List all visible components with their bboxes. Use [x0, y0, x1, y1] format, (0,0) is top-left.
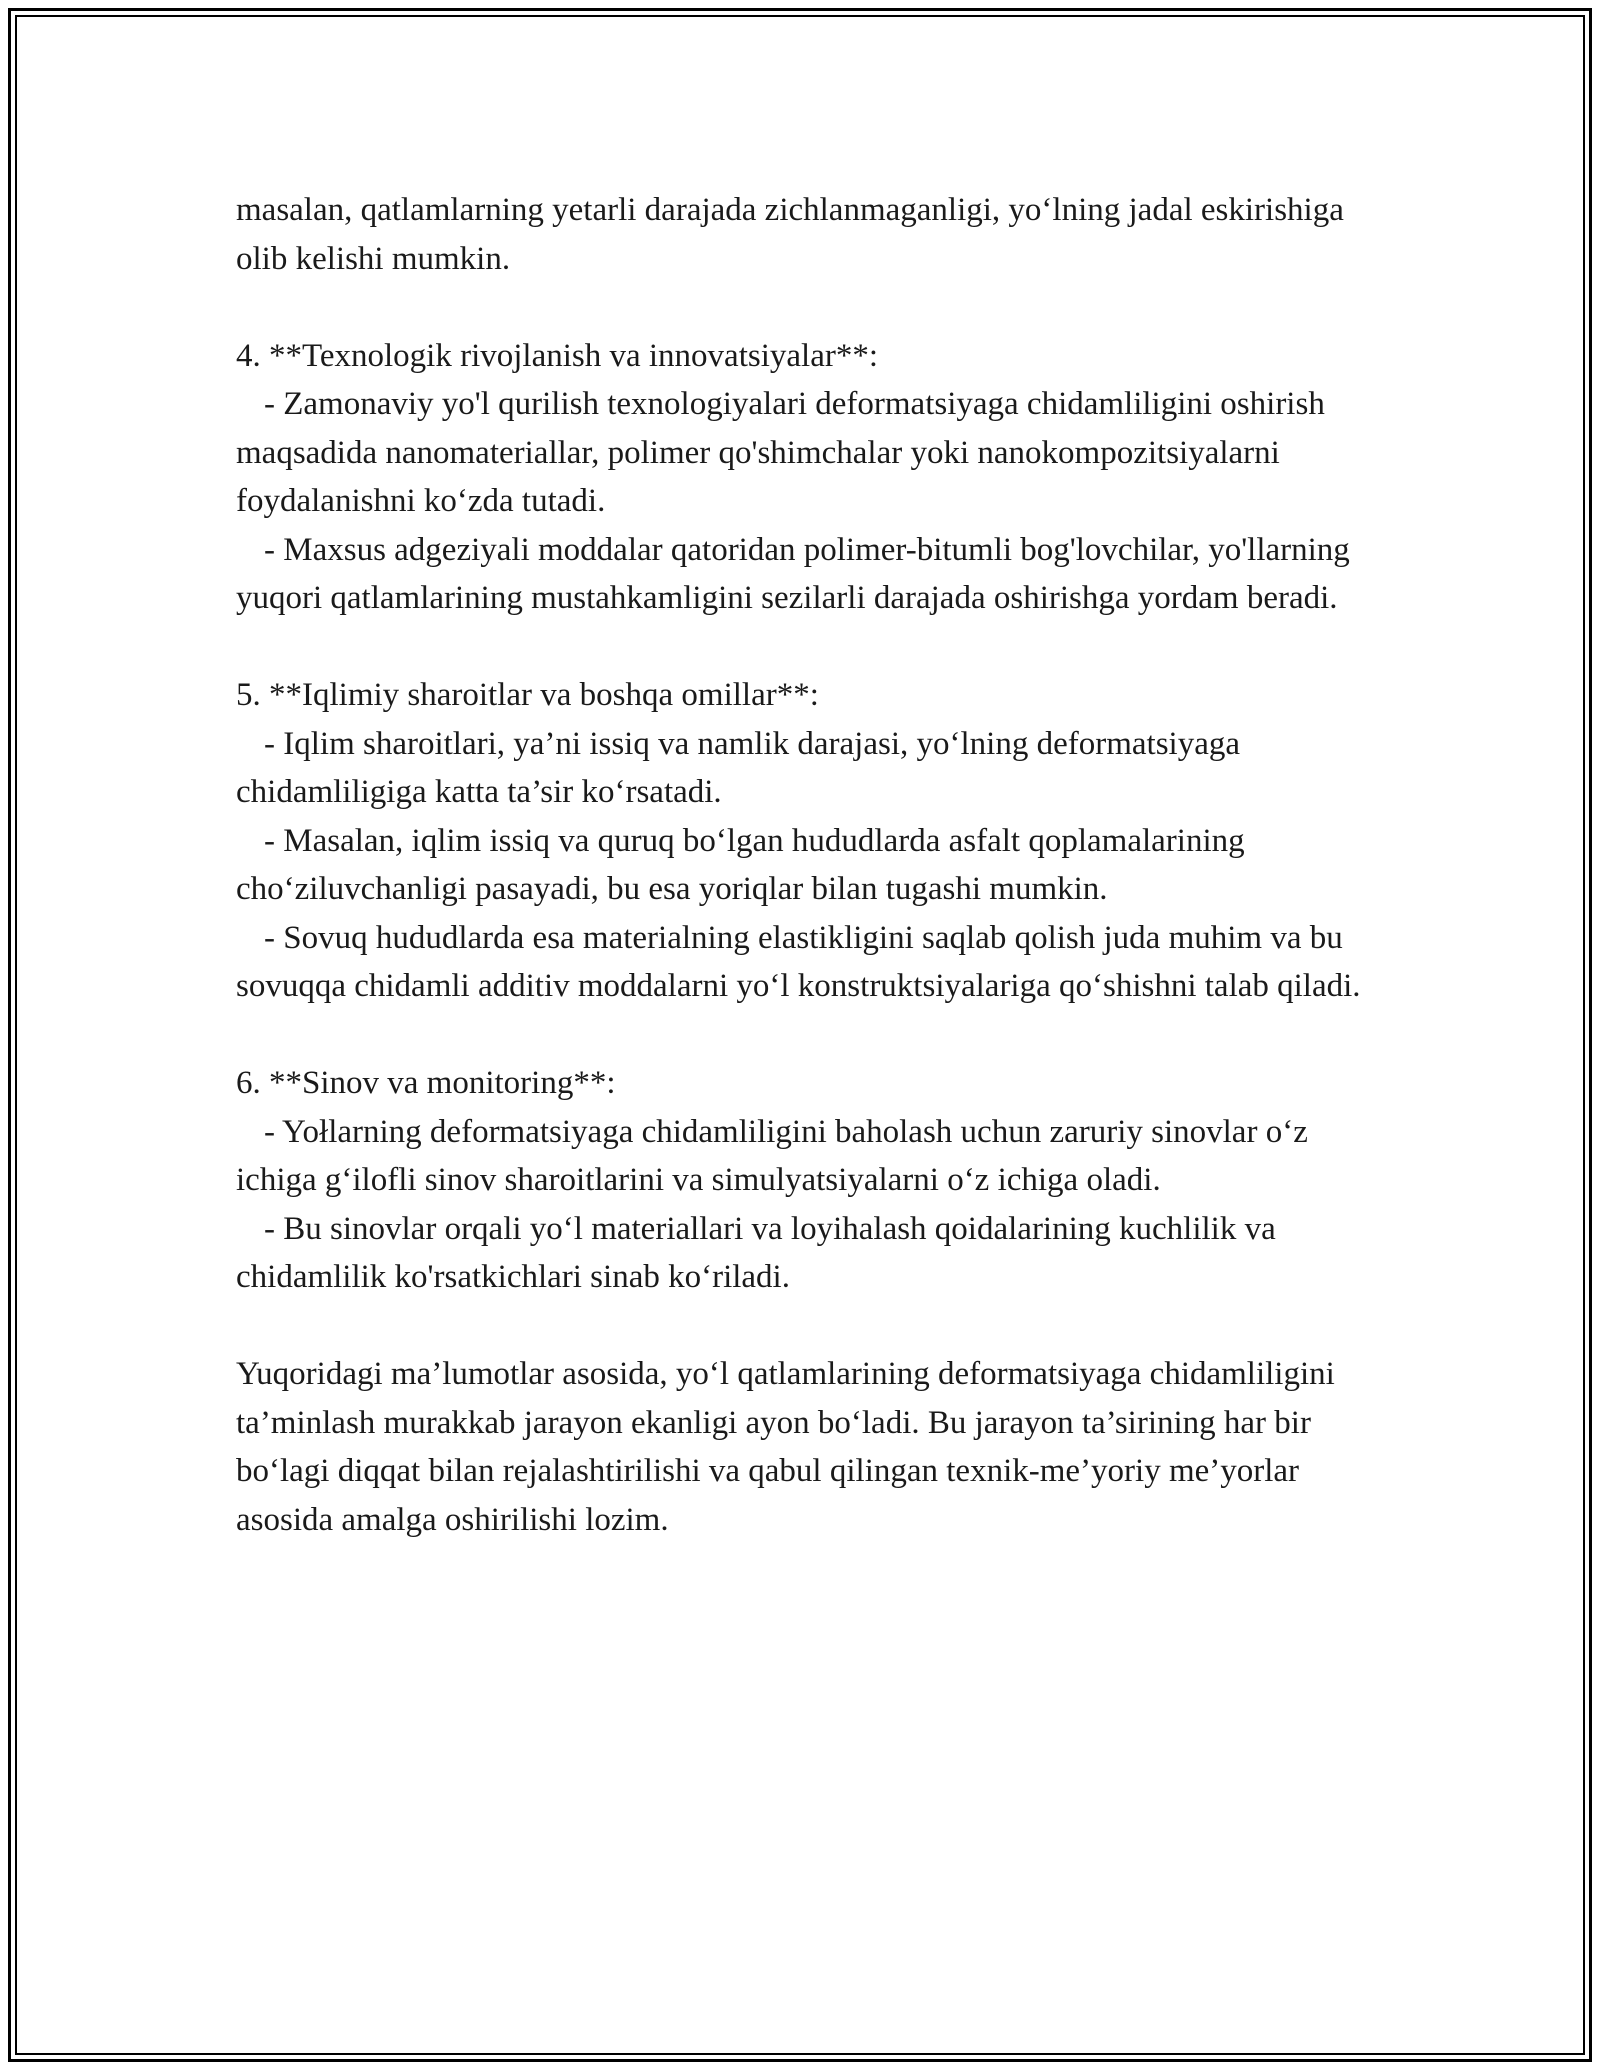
section-6 — [236, 1059, 1366, 1302]
paragraph-gap — [236, 283, 1366, 332]
bullet-item: - Sovuq hududlarda esa materialning elastikligini saqlab qolish juda muhim va bu sovuqqa chidamli additiv moddalarni yo‘l konstruktsiyalariga qo‘shishni talab qiladi. — [236, 919, 1361, 1004]
paragraph-gap — [236, 623, 1366, 672]
bullet-item: - Bu sinovlar orqali yo‘l materiallari va loyihalash qoidalarining kuchlilik va chidamlilik ko'rsatkichlari sinab ko‘riladi. — [236, 1210, 1276, 1295]
section-4 — [236, 332, 1366, 623]
paragraph-gap — [236, 1302, 1366, 1351]
intro-paragraph: masalan, qatlamlarning yetarli darajada zichlanmaganligi, yo‘lning jadal eskirishiga olib kelishi mumkin. — [236, 192, 1344, 277]
bullet-item: - Maxsus adgeziyali moddalar qatoridan polimer-bitumli bog'lovchilar, yo'llarning yuqori qatlamlarining mustahkamligini sezilarli darajada oshirishga yordam beradi. — [236, 531, 1350, 616]
section-heading: 4. **Texnologik rivojlanish va innovatsiyalar**: — [236, 337, 879, 374]
section-heading: 5. **Iqlimiy sharoitlar va boshqa omillar**: — [236, 677, 819, 713]
section-5 — [236, 671, 1366, 1011]
bullet-item: - Masalan, iqlim issiq va quruq bo‘lgan hududlarda asfalt qoplamalarining cho‘ziluvchanligi pasayadi, bu esa yoriqlar bilan tugashi mumkin. — [236, 822, 1245, 907]
conclusion-paragraph: Yuqoridagi ma’lumotlar asosida, yo‘l qatlamlarining deformatsiyaga chidamliligini ta’minlash murakkab jarayon ekanligi ayon bo‘ladi. Bu jarayon ta’sirining har bir bo‘lagi diqqat bilan rejalashtirilishi va qabul qilingan texnik-me’yoriy me’yorlar asosida amalga oshirilishi lozim. — [236, 1356, 1335, 1538]
section-heading: 6. **Sinov va monitoring**: — [236, 1065, 616, 1101]
bullet-item: - Zamonaviy yo'l qurilish texnologiyalari deformatsiyaga chidamliligini oshirish maqsadida nanomateriallar, polimer qo'shimchalar yoki nanokompozitsiyalarni foydalanishni ko‘zda tutadi. — [236, 386, 1325, 519]
bullet-item: - Iqlim sharoitlari, ya’ni issiq va namlik darajasi, yo‘lning deformatsiyaga chidamliligiga katta ta’sir ko‘rsatadi. — [236, 725, 1240, 810]
document-body — [236, 186, 1366, 1544]
paragraph-gap — [236, 1011, 1366, 1060]
bullet-item: - Yołlarning deformatsiyaga chidamliligini baholash uchun zaruriy sinovlar o‘z ichiga g‘ilofli sinov sharoitlarini va simulyatsiyalarni o‘z ichiga oladi. — [236, 1113, 1308, 1198]
